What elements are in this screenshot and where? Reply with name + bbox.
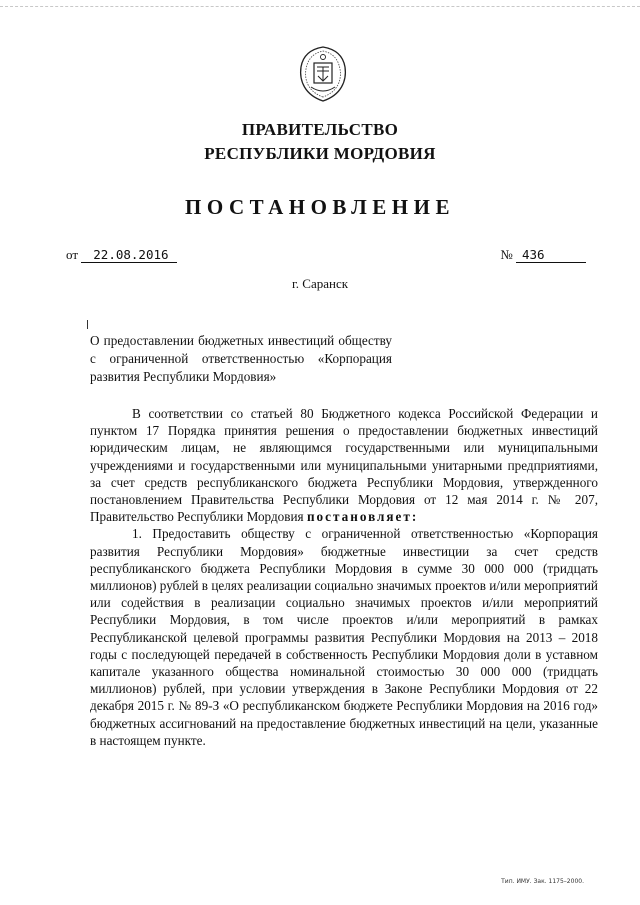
clause-1-paragraph: 1. Предоставить обществу с ограниченной ответственностью «Корпорация развития Республики Мордовия» бюджетные инвестиции за счет средств республиканского бюджета Республики Мордовия в сумме 30 000 000 (тридцать миллионов) рублей в целях реализации социально значимых проектов и/или мероприятий или содействия в реализации социально значимых проектов и/или мероприятий Республики Мордовия, в том числе проектов и/или мероприятий в рамках Республиканской целевой программы развития Республики Мордовия на 2013 – 2018 годы с последующей передачей в собственность Республики Мордовия доли в уставном капитале указанного общества номинальной стоимостью 30 000 000 (тридцать миллионов) рублей, при условии утверждения в Законе Республики Мордовия от 22 декабря 2015 г. № 89-З «О республиканском бюджете Республики Мордовия на 2016 год» бюджетных ассигнований на предоставление бюджетных инвестиций на цели, указанные в настоящем пункте. — [90, 526, 598, 748]
number-value: 436 — [516, 247, 586, 263]
resolves-verb: постановляет: — [306, 509, 419, 525]
government-title: ПРАВИТЕЛЬСТВО — [241, 120, 399, 139]
date-prefix: от — [66, 247, 79, 262]
scan-edge-line — [0, 6, 640, 8]
document-type-heading: ПОСТАНОВЛЕНИЕ — [185, 195, 455, 219]
government-region-title: РЕСПУБЛИКИ МОРДОВИЯ — [204, 144, 436, 163]
city-line: г. Саранск — [291, 276, 349, 291]
preamble-paragraph — [90, 405, 598, 525]
date-value: 22.08.2016 — [81, 247, 177, 263]
corner-mark — [87, 320, 92, 329]
document-subject: О предоставлении бюджетных инвестиций обществу с ограниченной ответственностью «Корпорация развития Республики Мордовия» — [90, 333, 392, 384]
preamble-text: В соответствии со статьей 80 Бюджетного кодекса Российской Федерации и пунктом 17 Порядка принятия решения о предоставлении бюджетных инвестиций юридическим лицам, не являющимся государственными или муниципальными учреждениями и государственными или муниципальными унитарными предприятиями, за счет средств республиканского бюджета Республики Мордовия, утвержденного постановлением Правительства Республики Мордовия от 12 мая 2014 г. № 207, Правительство Республики Мордовия — [90, 406, 598, 525]
number-field — [500, 247, 586, 263]
date-field — [66, 247, 177, 263]
print-mark: Тип. ИМУ. Зак. 1175–2000. — [501, 878, 584, 885]
document-body — [90, 405, 598, 749]
coat-of-arms-icon — [297, 45, 349, 103]
number-prefix: № — [500, 247, 513, 262]
